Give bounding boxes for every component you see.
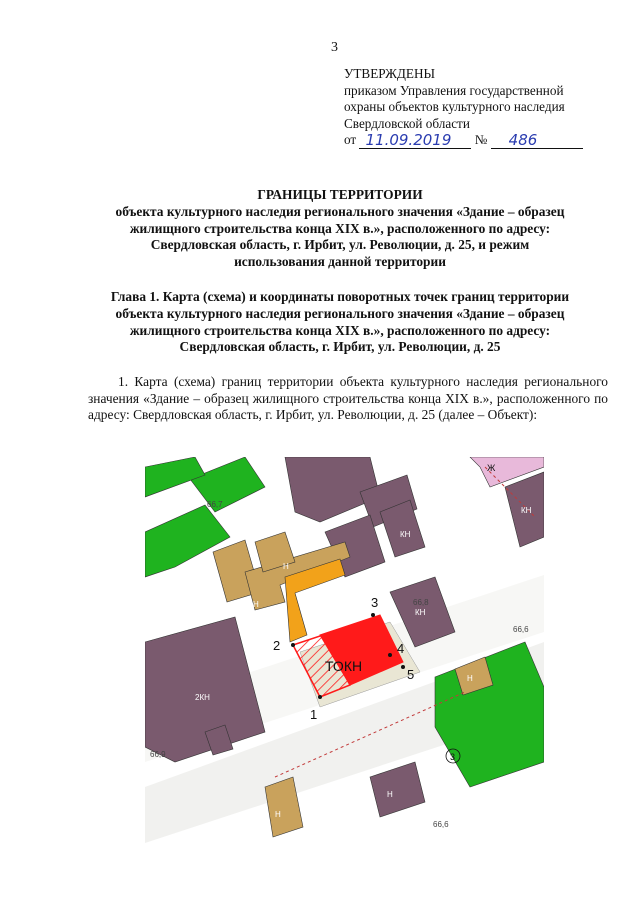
title-line: использования данной территории (234, 254, 446, 270)
boundary-point (291, 643, 295, 647)
boundary-point (318, 695, 322, 699)
boundary-point (388, 653, 392, 657)
map-label: 3 (450, 752, 456, 762)
map-label: КН (521, 506, 532, 515)
approval-date-line (344, 132, 624, 149)
map-label: КН (400, 530, 411, 539)
date-prefix: от (344, 132, 357, 147)
elevation-label: 66,7 (207, 500, 223, 509)
approval-line: приказом Управления государственной (344, 82, 564, 98)
title-line: Свердловская область, г. Ирбит, ул. Революции, д. 25, и режим (150, 237, 530, 253)
elevation-label: 66,8 (413, 598, 429, 607)
paragraph-1: 1. Карта (схема) границ территории объекта культурного наследия регионального значения «Здание – образец жилищного строительства конца XIX в.», расположенного по адресу: Свердловская область, г. Ирбит, ул. Революции, д. 25 (далее – Объект): (88, 374, 608, 423)
chapter-line: жилищного строительства конца XIX в.», расположенного по адресу: (129, 322, 551, 338)
elevation-label: 66,6 (513, 625, 529, 634)
point-label: 3 (371, 595, 379, 610)
point-label: 1 (310, 707, 318, 722)
approval-block (344, 66, 624, 149)
handwritten-number: 486 (508, 131, 538, 149)
object-label: ТОКН (325, 658, 363, 674)
document-title (60, 187, 620, 271)
map-label: Н (253, 600, 259, 609)
map-label: Н (387, 790, 393, 799)
map-label: Н (467, 674, 473, 683)
approval-title: УТВЕРЖДЕНЫ (344, 66, 436, 81)
approval-line: охраны объектов культурного наследия (344, 99, 565, 114)
point-label: 2 (273, 638, 281, 653)
map-label: КН (415, 608, 426, 617)
map-label: Ж (487, 463, 496, 473)
title-line: объекта культурного наследия регионального значения «Здание – образец (115, 203, 565, 219)
map-label: Н (283, 562, 289, 571)
map-label: Н (195, 577, 201, 586)
title-line: жилищного строительства конца XIX в.», расположенного по адресу: (129, 220, 551, 236)
chapter-line: Свердловская область, г. Ирбит, ул. Революции, д. 25 (179, 339, 501, 355)
chapter-line: Глава 1. Карта (схема) и координаты поворотных точек границ территории (110, 289, 570, 304)
date-field (359, 131, 471, 149)
boundary-point (401, 665, 405, 669)
approval-line: Свердловской области (344, 115, 470, 131)
chapter-line: объекта культурного наследия регионального значения «Здание – образец (115, 305, 565, 321)
elevation-label: 66,6 (433, 820, 449, 829)
number-field (491, 131, 583, 149)
number-prefix: № (474, 132, 488, 147)
chapter-heading (60, 289, 620, 356)
point-label: 4 (397, 641, 405, 656)
page-number: 3 (331, 40, 338, 55)
elevation-label: 66,9 (150, 750, 166, 759)
boundary-point (371, 613, 375, 617)
point-label: 5 (407, 667, 415, 682)
map-label: 2КН (195, 693, 210, 702)
title-heading: ГРАНИЦЫ ТЕРРИТОРИИ (257, 187, 423, 202)
territory-map (145, 457, 544, 843)
map-label: Н (275, 810, 281, 819)
handwritten-date: 11.09.2019 (365, 131, 452, 149)
